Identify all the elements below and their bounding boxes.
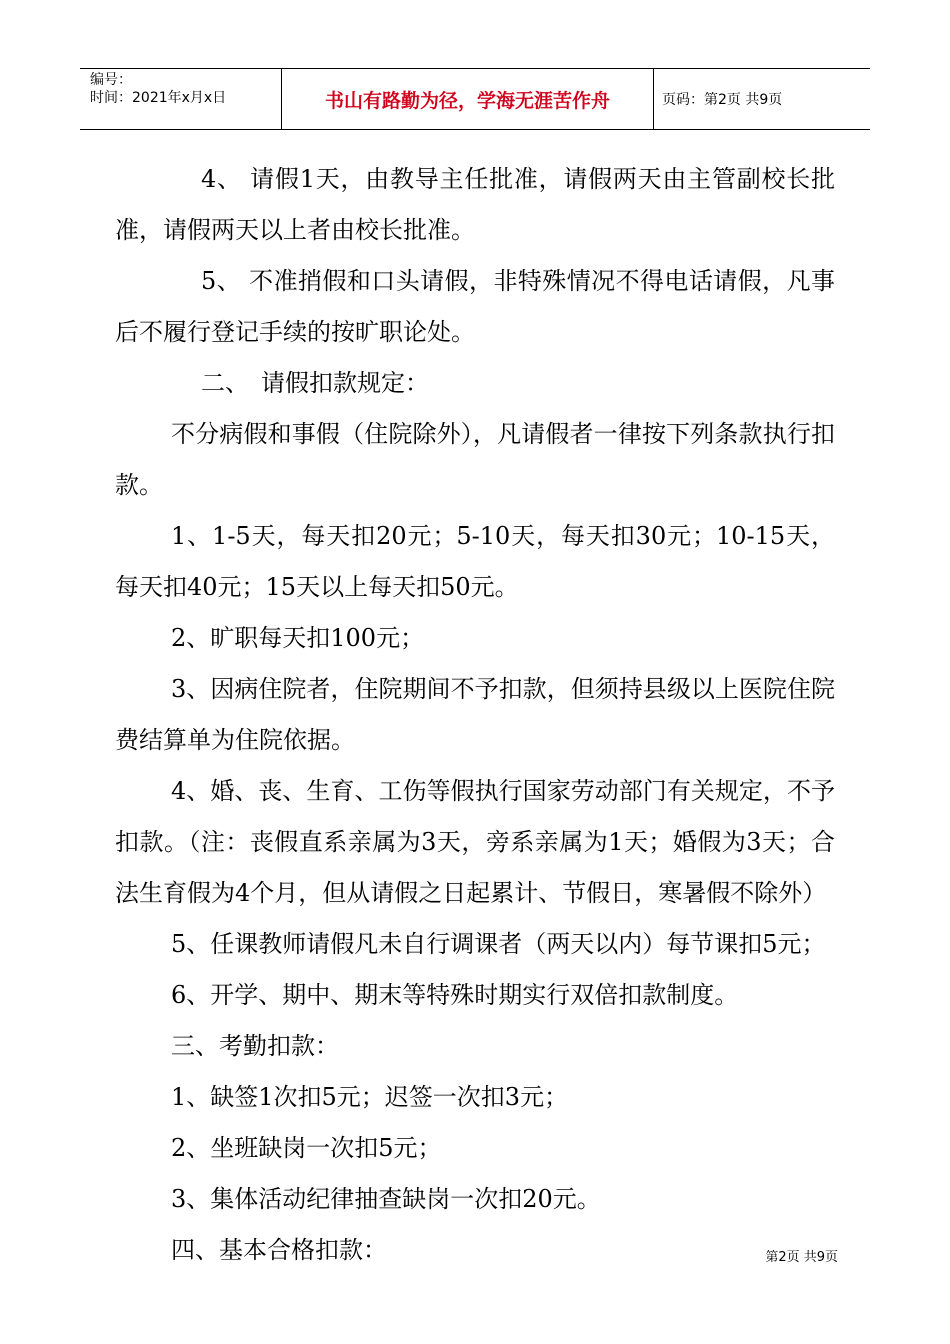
document-body <box>115 154 835 1276</box>
paragraph: 6、开学、期中、期末等特殊时期实行双倍扣款制度。 <box>171 981 739 1009</box>
section-heading: 四、基本合格扣款： <box>171 1236 387 1264</box>
header-meta <box>80 69 282 129</box>
paragraph: 不分病假和事假（住院除外），凡请假者一律按下列条款执行扣款。 <box>115 420 835 499</box>
section-heading: 三、考勤扣款： <box>171 1032 339 1060</box>
paragraph: 4、婚、丧、生育、工伤等假执行国家劳动部门有关规定，不予扣款。（注：丧假直系亲属为3天，旁系亲属为1天；婚假为3天；合法生育假为4个月，但从请假之日起累计、节假日，寒暑假不除外） <box>115 777 835 907</box>
paragraph: 2、旷职每天扣100元； <box>171 624 425 652</box>
code-label: 编号： <box>90 72 132 88</box>
paragraph: 1、1-5天，每天扣20元；5-10天，每天扣30元；10-15天，每天扣40元；15天以上每天扣50元。 <box>115 522 835 601</box>
paragraph: 1、缺签1次扣5元；迟签一次扣3元； <box>171 1083 569 1111</box>
header-page-info: 页码：第2页 共9页 <box>662 92 783 108</box>
page-header <box>80 68 870 130</box>
paragraph: 2、坐班缺岗一次扣5元； <box>171 1134 442 1162</box>
header-motto: 书山有路勤为径，学海无涯苦作舟 <box>282 69 654 129</box>
paragraph: 3、因病住院者，住院期间不予扣款，但须持县级以上医院住院费结算单为住院依据。 <box>115 675 835 754</box>
page-footer: 第2页 共9页 <box>765 1250 838 1265</box>
paragraph: 5、任课教师请假凡未自行调课者（两天以内）每节课扣5元； <box>171 930 826 958</box>
paragraph: 3、集体活动纪律抽查缺岗一次扣20元。 <box>171 1185 601 1213</box>
section-heading: 二、 请假扣款规定： <box>201 369 429 397</box>
time-label: 时间：2021年x月x日 <box>90 90 227 106</box>
paragraph: 4、 请假1天，由教导主任批准，请假两天由主管副校长批准，请假两天以上者由校长批准。 <box>115 165 835 244</box>
paragraph: 5、 不准捎假和口头请假，非特殊情况不得电话请假，凡事后不履行登记手续的按旷职论处。 <box>115 267 835 346</box>
